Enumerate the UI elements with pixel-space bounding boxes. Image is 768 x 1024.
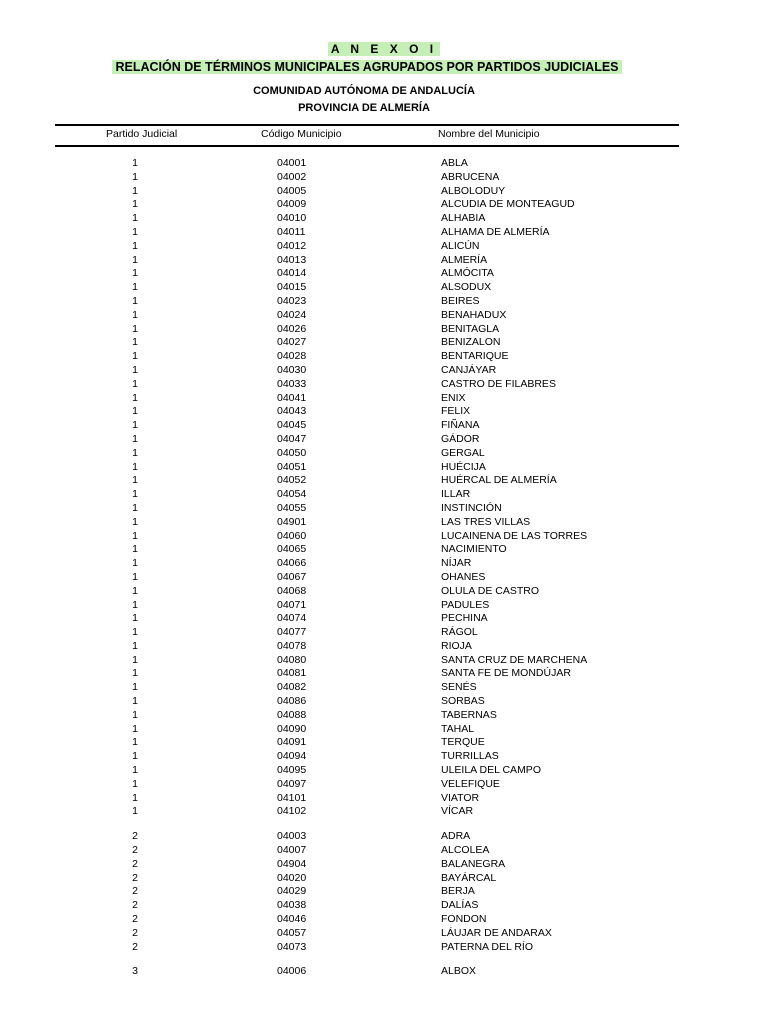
table-row bbox=[0, 764, 768, 778]
codigo-cell: 04091 bbox=[277, 736, 307, 749]
partido-cell: 1 bbox=[132, 515, 138, 528]
nombre-cell: ALHABIA bbox=[441, 212, 486, 225]
nombre-cell: BENITAGLA bbox=[441, 322, 500, 335]
partido-cell: 2 bbox=[132, 885, 138, 898]
nombre-cell: HUÉRCAL DE ALMERÍA bbox=[441, 474, 557, 487]
table-row bbox=[0, 281, 768, 295]
table-row bbox=[0, 226, 768, 240]
partido-cell: 1 bbox=[132, 336, 138, 349]
table-row bbox=[0, 709, 768, 723]
table-row bbox=[0, 805, 768, 819]
codigo-cell: 04014 bbox=[277, 267, 307, 280]
codigo-cell: 04006 bbox=[277, 965, 307, 978]
partido-cell: 1 bbox=[132, 708, 138, 721]
table-row bbox=[0, 392, 768, 406]
table-row bbox=[0, 872, 768, 886]
nombre-cell: FIÑANA bbox=[441, 419, 480, 432]
nombre-cell: ALHAMA DE ALMERÍA bbox=[441, 225, 550, 238]
nombre-cell: PATERNA DEL RÍO bbox=[441, 940, 533, 953]
nombre-cell: CANJÁYAR bbox=[441, 363, 497, 376]
column-header-nombre: Nombre del Municipio bbox=[438, 128, 540, 140]
codigo-cell: 04026 bbox=[277, 322, 307, 335]
partido-cell: 1 bbox=[132, 598, 138, 611]
table-row bbox=[0, 885, 768, 899]
partido-cell: 1 bbox=[132, 363, 138, 376]
nombre-cell: RÁGOL bbox=[441, 626, 478, 639]
partido-cell: 1 bbox=[132, 764, 138, 777]
codigo-cell: 04010 bbox=[277, 212, 307, 225]
partido-cell: 1 bbox=[132, 667, 138, 680]
nombre-cell: ABRUCENA bbox=[441, 170, 500, 183]
table-row bbox=[0, 171, 768, 185]
table-row bbox=[0, 378, 768, 392]
partido-cell: 1 bbox=[132, 294, 138, 307]
codigo-cell: 04066 bbox=[277, 557, 307, 570]
nombre-cell: TABERNAS bbox=[441, 708, 497, 721]
table-row bbox=[0, 599, 768, 613]
partido-cell: 1 bbox=[132, 267, 138, 280]
codigo-cell: 04065 bbox=[277, 543, 307, 556]
partido-cell: 1 bbox=[132, 736, 138, 749]
document-title-text: RELACIÓN DE TÉRMINOS MUNICIPALES AGRUPADOS POR PARTIDOS JUDICIALES bbox=[112, 60, 621, 74]
nombre-cell: INSTINCIÓN bbox=[441, 501, 502, 514]
codigo-cell: 04001 bbox=[277, 157, 307, 169]
table-row bbox=[0, 419, 768, 433]
codigo-cell: 04904 bbox=[277, 857, 307, 870]
table-row bbox=[0, 364, 768, 378]
table-row bbox=[0, 557, 768, 571]
table-row bbox=[0, 240, 768, 254]
partido-cell: 1 bbox=[132, 626, 138, 639]
nombre-cell: SENÉS bbox=[441, 681, 477, 694]
nombre-cell: SORBAS bbox=[441, 695, 485, 708]
nombre-cell: ALCUDIA DE MONTEAGUD bbox=[441, 198, 575, 211]
table-row bbox=[0, 626, 768, 640]
table-row bbox=[0, 502, 768, 516]
partido-cell: 1 bbox=[132, 405, 138, 418]
nombre-cell: ABLA bbox=[441, 157, 468, 169]
table-row bbox=[0, 695, 768, 709]
nombre-cell: NACIMIENTO bbox=[441, 543, 507, 556]
codigo-cell: 04043 bbox=[277, 405, 307, 418]
nombre-cell: TURRILLAS bbox=[441, 750, 499, 763]
codigo-cell: 04023 bbox=[277, 294, 307, 307]
nombre-cell: FELIX bbox=[441, 405, 471, 418]
partido-cell: 1 bbox=[132, 419, 138, 432]
codigo-cell: 04003 bbox=[277, 830, 307, 843]
nombre-cell: LÁUJAR DE ANDARAX bbox=[441, 926, 552, 939]
table-row bbox=[0, 488, 768, 502]
column-header-partido: Partido Judicial bbox=[106, 128, 178, 140]
partido-cell: 1 bbox=[132, 239, 138, 252]
partido-cell: 1 bbox=[132, 377, 138, 390]
nombre-cell: TAHAL bbox=[441, 722, 475, 735]
codigo-cell: 04073 bbox=[277, 940, 307, 953]
nombre-cell: VÍCAR bbox=[441, 805, 474, 818]
codigo-cell: 04102 bbox=[277, 805, 307, 818]
partido-cell: 1 bbox=[132, 253, 138, 266]
table-row bbox=[0, 941, 768, 955]
table-row bbox=[0, 965, 768, 979]
table-row bbox=[0, 844, 768, 858]
table-row bbox=[0, 295, 768, 309]
partido-cell: 1 bbox=[132, 432, 138, 445]
partido-cell: 2 bbox=[132, 871, 138, 884]
partido-cell: 1 bbox=[132, 157, 138, 169]
codigo-cell: 04055 bbox=[277, 501, 307, 514]
partido-cell: 1 bbox=[132, 170, 138, 183]
partido-cell: 1 bbox=[132, 722, 138, 735]
codigo-cell: 04011 bbox=[277, 225, 306, 238]
codigo-cell: 04012 bbox=[277, 239, 307, 252]
table-row bbox=[0, 778, 768, 792]
partido-cell: 1 bbox=[132, 570, 138, 583]
partido-cell: 1 bbox=[132, 750, 138, 763]
table-row bbox=[0, 461, 768, 475]
nombre-cell: ALMÓCITA bbox=[441, 267, 494, 280]
partido-cell: 1 bbox=[132, 225, 138, 238]
partido-cell: 1 bbox=[132, 639, 138, 652]
codigo-cell: 04024 bbox=[277, 308, 307, 321]
codigo-cell: 04080 bbox=[277, 653, 307, 666]
table-row bbox=[0, 667, 768, 681]
codigo-cell: 04009 bbox=[277, 198, 307, 211]
table-header-rule bbox=[55, 145, 679, 147]
codigo-cell: 04086 bbox=[277, 695, 307, 708]
partido-cell: 3 bbox=[132, 965, 138, 978]
partido-cell: 1 bbox=[132, 695, 138, 708]
nombre-cell: GERGAL bbox=[441, 446, 485, 459]
nombre-cell: LAS TRES VILLAS bbox=[441, 515, 531, 528]
nombre-cell: VELEFIQUE bbox=[441, 777, 500, 790]
codigo-cell: 04045 bbox=[277, 419, 307, 432]
codigo-cell: 04047 bbox=[277, 432, 307, 445]
partido-cell: 1 bbox=[132, 777, 138, 790]
nombre-cell: ALICÚN bbox=[441, 239, 480, 252]
table-row bbox=[0, 830, 768, 844]
table-row bbox=[0, 612, 768, 626]
nombre-cell: BENAHADUX bbox=[441, 308, 507, 321]
codigo-cell: 04028 bbox=[277, 350, 307, 363]
nombre-cell: SANTA FE DE MONDÚJAR bbox=[441, 667, 571, 680]
partido-cell: 1 bbox=[132, 557, 138, 570]
table-top-rule bbox=[55, 124, 679, 126]
nombre-cell: SANTA CRUZ DE MARCHENA bbox=[441, 653, 588, 666]
codigo-cell: 04005 bbox=[277, 184, 307, 197]
nombre-cell: ALBOLODUY bbox=[441, 184, 506, 197]
annex-heading bbox=[0, 42, 768, 57]
partido-cell: 2 bbox=[132, 857, 138, 870]
nombre-cell: ALBOX bbox=[441, 965, 477, 978]
codigo-cell: 04013 bbox=[277, 253, 307, 266]
table-row bbox=[0, 654, 768, 668]
nombre-cell: ILLAR bbox=[441, 488, 471, 501]
table-row bbox=[0, 681, 768, 695]
codigo-cell: 04095 bbox=[277, 764, 307, 777]
table-row bbox=[0, 736, 768, 750]
partido-cell: 1 bbox=[132, 446, 138, 459]
codigo-cell: 04068 bbox=[277, 584, 307, 597]
codigo-cell: 04078 bbox=[277, 639, 307, 652]
partido-cell: 1 bbox=[132, 350, 138, 363]
partido-cell: 2 bbox=[132, 913, 138, 926]
table-row bbox=[0, 323, 768, 337]
codigo-cell: 04074 bbox=[277, 612, 307, 625]
codigo-cell: 04071 bbox=[277, 598, 307, 611]
codigo-cell: 04052 bbox=[277, 474, 307, 487]
codigo-cell: 04067 bbox=[277, 570, 307, 583]
nombre-cell: ADRA bbox=[441, 830, 471, 843]
table-row bbox=[0, 927, 768, 941]
nombre-cell: PADULES bbox=[441, 598, 490, 611]
comunidad-heading: COMUNIDAD AUTÓNOMA DE ANDALUCÍA bbox=[253, 85, 475, 97]
nombre-cell: ENIX bbox=[441, 391, 466, 404]
partido-cell: 2 bbox=[132, 940, 138, 953]
codigo-cell: 04101 bbox=[277, 791, 307, 804]
nombre-cell: NÍJAR bbox=[441, 557, 472, 570]
table-row bbox=[0, 474, 768, 488]
codigo-cell: 04057 bbox=[277, 926, 307, 939]
nombre-cell: RIOJA bbox=[441, 639, 472, 652]
table-row bbox=[0, 185, 768, 199]
annex-label: A N E X O I bbox=[328, 42, 440, 56]
codigo-cell: 04015 bbox=[277, 281, 307, 294]
table-row bbox=[0, 723, 768, 737]
codigo-cell: 04088 bbox=[277, 708, 307, 721]
nombre-cell: BENIZALON bbox=[441, 336, 501, 349]
nombre-cell: PECHINA bbox=[441, 612, 488, 625]
table-row bbox=[0, 585, 768, 599]
partido-cell: 1 bbox=[132, 529, 138, 542]
table-row bbox=[0, 405, 768, 419]
provincia-heading: PROVINCIA DE ALMERÍA bbox=[298, 102, 430, 114]
partido-cell: 2 bbox=[132, 830, 138, 843]
table-row bbox=[0, 309, 768, 323]
codigo-cell: 04901 bbox=[277, 515, 307, 528]
partido-cell: 1 bbox=[132, 501, 138, 514]
partido-cell: 1 bbox=[132, 460, 138, 473]
nombre-cell: OLULA DE CASTRO bbox=[441, 584, 540, 597]
partido-cell: 2 bbox=[132, 926, 138, 939]
partido-cell: 1 bbox=[132, 212, 138, 225]
nombre-cell: HUÉCIJA bbox=[441, 460, 486, 473]
column-header-codigo: Código Municipio bbox=[261, 128, 342, 140]
partido-cell: 1 bbox=[132, 543, 138, 556]
table-row bbox=[0, 750, 768, 764]
nombre-cell: BAYÁRCAL bbox=[441, 871, 497, 884]
codigo-cell: 04082 bbox=[277, 681, 307, 694]
partido-cell: 1 bbox=[132, 488, 138, 501]
partido-cell: 1 bbox=[132, 584, 138, 597]
table-row bbox=[0, 212, 768, 226]
codigo-cell: 04033 bbox=[277, 377, 307, 390]
table-row bbox=[0, 157, 768, 171]
nombre-cell: BENTARIQUE bbox=[441, 350, 509, 363]
partido-cell: 1 bbox=[132, 805, 138, 818]
codigo-cell: 04051 bbox=[277, 460, 307, 473]
table-row bbox=[0, 447, 768, 461]
nombre-cell: OHANES bbox=[441, 570, 486, 583]
partido-cell: 1 bbox=[132, 474, 138, 487]
partido-cell: 2 bbox=[132, 844, 138, 857]
partido-cell: 1 bbox=[132, 653, 138, 666]
codigo-cell: 04097 bbox=[277, 777, 307, 790]
codigo-cell: 04038 bbox=[277, 899, 307, 912]
partido-cell: 1 bbox=[132, 791, 138, 804]
municipality-table-body bbox=[0, 157, 768, 979]
table-row bbox=[0, 267, 768, 281]
nombre-cell: LUCAINENA DE LAS TORRES bbox=[441, 529, 588, 542]
nombre-cell: ALMERÍA bbox=[441, 253, 488, 266]
codigo-cell: 04041 bbox=[277, 391, 307, 404]
table-row bbox=[0, 350, 768, 364]
nombre-cell: ALCOLEA bbox=[441, 844, 490, 857]
table-row bbox=[0, 913, 768, 927]
table-row bbox=[0, 433, 768, 447]
codigo-cell: 04029 bbox=[277, 885, 307, 898]
nombre-cell: BEIRES bbox=[441, 294, 480, 307]
nombre-cell: BALANEGRA bbox=[441, 857, 506, 870]
partido-cell: 1 bbox=[132, 612, 138, 625]
nombre-cell: TERQUE bbox=[441, 736, 485, 749]
table-row bbox=[0, 792, 768, 806]
codigo-cell: 04020 bbox=[277, 871, 307, 884]
nombre-cell: DALÍAS bbox=[441, 899, 479, 912]
codigo-cell: 04002 bbox=[277, 170, 307, 183]
codigo-cell: 04081 bbox=[277, 667, 307, 680]
table-row bbox=[0, 530, 768, 544]
codigo-cell: 04077 bbox=[277, 626, 307, 639]
partido-cell: 1 bbox=[132, 391, 138, 404]
codigo-cell: 04090 bbox=[277, 722, 307, 735]
nombre-cell: CASTRO DE FILABRES bbox=[441, 377, 556, 390]
table-row bbox=[0, 899, 768, 913]
partido-cell: 1 bbox=[132, 184, 138, 197]
table-row bbox=[0, 640, 768, 654]
nombre-cell: GÁDOR bbox=[441, 432, 480, 445]
document-title bbox=[0, 59, 734, 75]
codigo-cell: 04050 bbox=[277, 446, 307, 459]
table-row bbox=[0, 254, 768, 268]
nombre-cell: FONDON bbox=[441, 913, 487, 926]
partido-cell: 1 bbox=[132, 308, 138, 321]
codigo-cell: 04094 bbox=[277, 750, 307, 763]
codigo-cell: 04046 bbox=[277, 913, 307, 926]
nombre-cell: BERJA bbox=[441, 885, 475, 898]
table-row bbox=[0, 516, 768, 530]
partido-cell: 2 bbox=[132, 899, 138, 912]
nombre-cell: ALSODUX bbox=[441, 281, 492, 294]
partido-cell: 1 bbox=[132, 198, 138, 211]
nombre-cell: ULEILA DEL CAMPO bbox=[441, 764, 541, 777]
codigo-cell: 04054 bbox=[277, 488, 307, 501]
partido-cell: 1 bbox=[132, 281, 138, 294]
nombre-cell: VIATOR bbox=[441, 791, 480, 804]
partido-cell: 1 bbox=[132, 322, 138, 335]
table-row bbox=[0, 571, 768, 585]
codigo-cell: 04030 bbox=[277, 363, 307, 376]
partido-cell: 1 bbox=[132, 681, 138, 694]
table-row bbox=[0, 543, 768, 557]
codigo-cell: 04060 bbox=[277, 529, 307, 542]
codigo-cell: 04007 bbox=[277, 844, 307, 857]
table-row bbox=[0, 336, 768, 350]
table-row bbox=[0, 858, 768, 872]
table-row bbox=[0, 198, 768, 212]
codigo-cell: 04027 bbox=[277, 336, 307, 349]
